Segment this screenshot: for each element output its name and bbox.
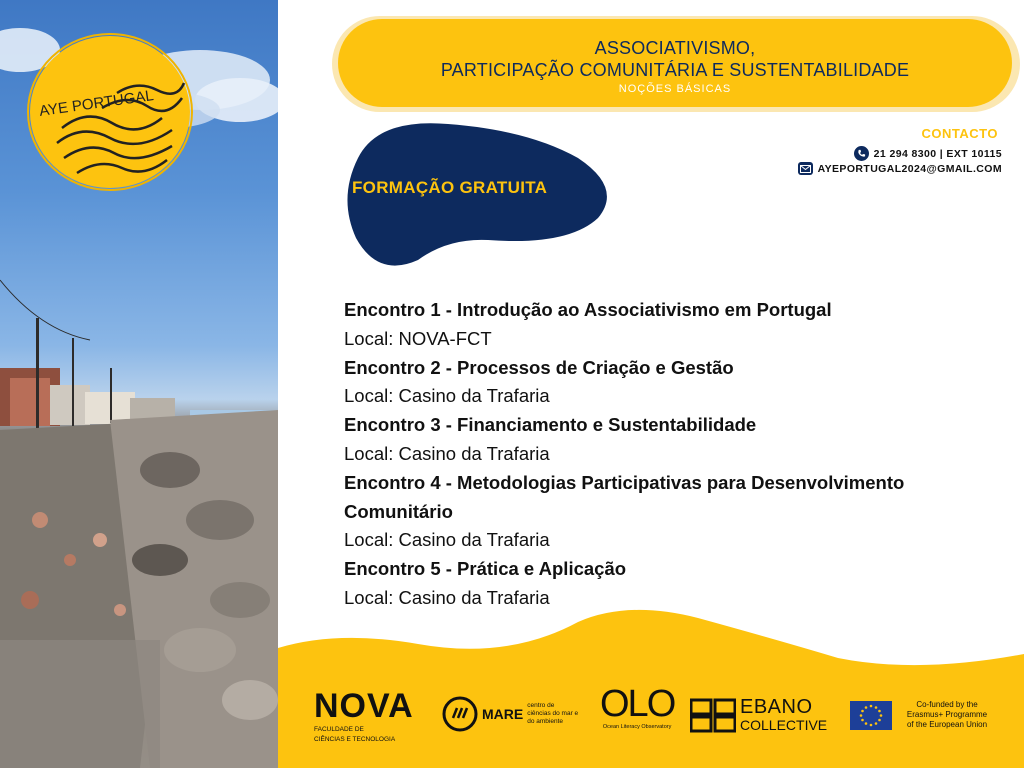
contact-phone[interactable] xyxy=(854,146,1002,161)
erasmus-logo xyxy=(850,700,994,730)
session-1-title: Encontro 1 - Introdução ao Associativismo em Portugal xyxy=(344,299,832,320)
olo-subtitle: Ocean Literacy Observatory xyxy=(602,724,672,730)
contact-email-text: AYEPORTUGAL2024@GMAIL.COM xyxy=(817,162,1002,175)
phone-icon xyxy=(854,146,869,161)
email-icon xyxy=(798,162,813,175)
logo-text: AYE PORTUGAL xyxy=(38,87,155,120)
banner-title-line1: ASSOCIATIVISMO, xyxy=(594,38,756,58)
nova-subtitle-2: CIÊNCIAS E TECNOLOGIA xyxy=(314,736,396,743)
eu-line-2: Erasmus+ Programme xyxy=(906,710,988,719)
ebano-wordmark: EBANO xyxy=(740,696,813,718)
olo-logo xyxy=(600,684,674,730)
banner-title-line2: PARTICIPAÇÃO COMUNITÁRIA E SUSTENTABILIDADE xyxy=(440,60,910,80)
sessions-list xyxy=(344,296,1004,613)
mare-icon xyxy=(442,696,478,732)
nova-fct-logo xyxy=(314,688,414,744)
eu-flag-icon xyxy=(850,701,892,730)
eu-line-3: of the European Union xyxy=(906,720,988,729)
session-2-title: Encontro 2 - Processos de Criação e Gestão xyxy=(344,356,734,378)
session-2-location: Local: Casino da Trafaria xyxy=(344,385,550,407)
session-5-title: Encontro 5 - Prática e Aplicação xyxy=(344,558,627,580)
aye-portugal-logo xyxy=(22,28,197,193)
mare-logo xyxy=(442,696,579,732)
free-training-label: FORMAÇÃO GRATUITA xyxy=(352,178,548,197)
eu-line-1: Co-funded by the xyxy=(916,700,978,709)
contact-title: CONTACTO xyxy=(921,126,998,141)
nova-wordmark: NOVA xyxy=(314,687,414,725)
session-1-location: Local: NOVA-FCT xyxy=(344,327,492,349)
ebano-icon xyxy=(690,696,736,734)
nova-subtitle-1: FACULDADE DE xyxy=(314,726,364,733)
ebano-subtitle: COLLECTIVE xyxy=(740,717,828,733)
contact-email[interactable] xyxy=(798,162,1002,175)
session-3-title: Encontro 3 - Financiamento e Sustentabilidade xyxy=(344,414,757,436)
banner-subtitle: NOÇÕES BÁSICAS xyxy=(618,83,732,95)
header-banner xyxy=(332,16,1020,112)
mare-subtitle: centro de ciências do mar e do ambiente xyxy=(527,702,579,725)
coastal-photo xyxy=(0,0,278,768)
olo-wordmark: OLO xyxy=(600,683,675,725)
session-5-location: Local: Casino da Trafaria xyxy=(344,586,550,608)
session-4-location: Local: Casino da Trafaria xyxy=(344,529,550,551)
session-4-title: Encontro 4 - Metodologias Participativas para Desenvolvimento Comunitário xyxy=(344,471,905,522)
contact-phone-text: 21 294 8300 | EXT 10115 xyxy=(873,147,1002,160)
mare-wordmark: MARE xyxy=(482,706,524,722)
ebano-logo xyxy=(690,696,827,734)
banner-main xyxy=(338,19,1012,107)
session-3-location: Local: Casino da Trafaria xyxy=(344,442,550,464)
